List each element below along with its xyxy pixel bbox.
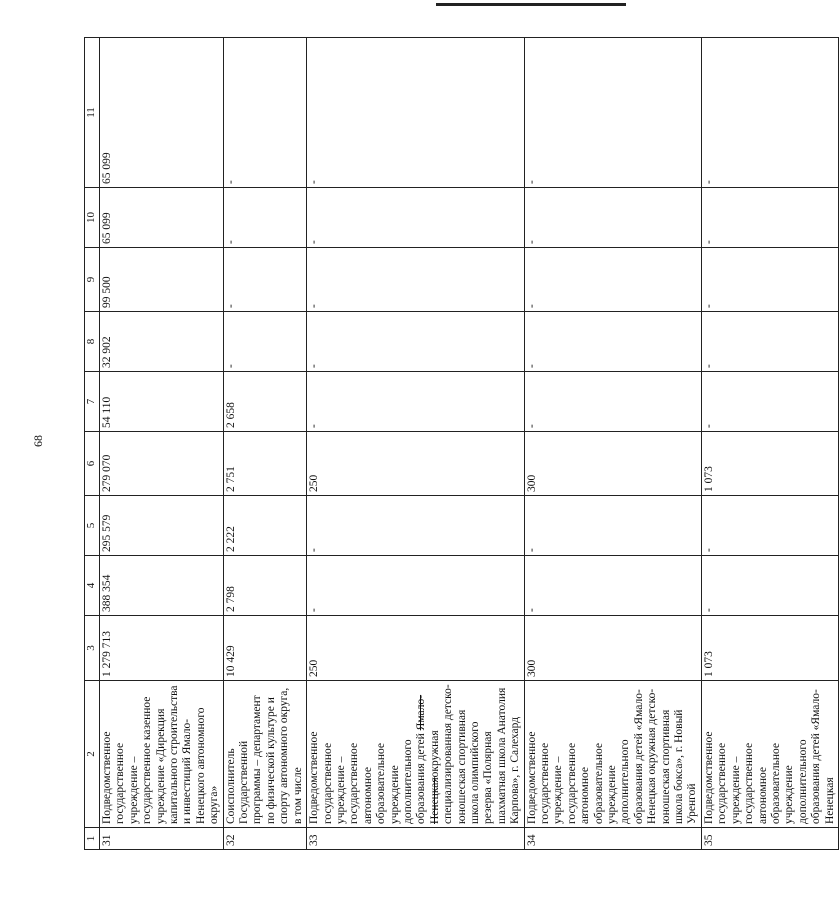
name-cell — [701, 681, 838, 828]
value-cell: - — [701, 556, 838, 616]
value-cell: - — [524, 38, 701, 188]
value-cell: 1 279 713 — [100, 616, 224, 681]
name-text: окружная специализированная детско-юношеская спортивная школа олимпийского резерва «Полярная шахматная школа Анатолия Карпова», г. Салехард — [428, 684, 522, 824]
value-cell: 279 070 — [100, 432, 224, 496]
table-body — [85, 38, 839, 850]
value-cell: 1 073 — [701, 616, 838, 681]
value-cell: 250 — [307, 432, 525, 496]
value-cell: 2 658 — [223, 372, 306, 432]
name-text: Подведомственное государственное учреждение – государственное автономное образовательное учреждение дополнительного образования детей «Ямало-Ненецкая — [702, 689, 836, 824]
value-cell: - — [524, 372, 701, 432]
value-cell: - — [223, 188, 306, 248]
name-cell — [223, 681, 306, 828]
value-cell: - — [701, 496, 838, 556]
table-row — [524, 38, 701, 850]
value-cell: 300 — [524, 616, 701, 681]
value-cell: - — [701, 38, 838, 188]
table-row — [307, 38, 525, 850]
table-row — [223, 38, 306, 850]
value-cell: 2 798 — [223, 556, 306, 616]
value-cell: 10 429 — [223, 616, 306, 681]
value-cell: - — [701, 312, 838, 372]
value-cell: 32 902 — [100, 312, 224, 372]
header-rule — [436, 3, 626, 6]
row-number-cell: 31 — [100, 828, 224, 850]
header-cell: 11 — [85, 38, 100, 188]
header-cell: 5 — [85, 496, 100, 556]
value-cell: 99 500 — [100, 248, 224, 312]
value-cell: 300 — [524, 432, 701, 496]
value-cell: - — [524, 188, 701, 248]
name-cell — [524, 681, 701, 828]
name-cell — [307, 681, 525, 828]
value-cell: - — [307, 188, 525, 248]
value-cell: - — [307, 38, 525, 188]
value-cell: 65 099 — [100, 188, 224, 248]
value-cell: 65 099 — [100, 38, 224, 188]
header-cell: 8 — [85, 312, 100, 372]
row-number-cell: 33 — [307, 828, 525, 850]
value-cell: 2 751 — [223, 432, 306, 496]
header-cell: 4 — [85, 556, 100, 616]
row-number-cell: 32 — [223, 828, 306, 850]
value-cell: - — [701, 188, 838, 248]
value-cell: - — [307, 312, 525, 372]
header-cell: 1 — [85, 828, 100, 850]
value-cell: 250 — [307, 616, 525, 681]
row-number-cell: 34 — [524, 828, 701, 850]
value-cell: - — [307, 496, 525, 556]
header-cell: 3 — [85, 616, 100, 681]
header-cell: 9 — [85, 248, 100, 312]
value-cell: 2 222 — [223, 496, 306, 556]
value-cell: - — [524, 556, 701, 616]
header-row — [85, 38, 100, 850]
table-row — [100, 38, 224, 850]
value-cell: - — [223, 248, 306, 312]
value-cell: - — [524, 248, 701, 312]
header-cell: 7 — [85, 372, 100, 432]
value-cell: - — [524, 312, 701, 372]
value-cell: - — [223, 38, 306, 188]
name-text: Подведомственное государственное учреждение – государственное автономное образовательное учреждение дополнительного образования детей «Ямало-Ненецкая окружная детско-юношеская спортивная школа бокса», г. Новый Уренгой — [525, 688, 699, 824]
value-cell: 1 073 — [701, 432, 838, 496]
value-cell: 54 110 — [100, 372, 224, 432]
header-cell: 10 — [85, 188, 100, 248]
rotated-table-sheet — [84, 38, 836, 850]
name-text: Соисполнитель Государственной программы – департамент по физической культуре и спорту автономного округа, в том числе — [224, 687, 304, 824]
name-cell — [100, 681, 224, 828]
header-cell: 2 — [85, 681, 100, 828]
budget-table — [84, 37, 839, 850]
value-cell: - — [223, 312, 306, 372]
row-number-cell: 35 — [701, 828, 838, 850]
table-row — [701, 38, 838, 850]
value-cell: - — [307, 248, 525, 312]
header-cell: 6 — [85, 432, 100, 496]
name-text: Ямало-Ненецкая — [415, 694, 441, 824]
value-cell: - — [307, 556, 525, 616]
value-cell: - — [701, 372, 838, 432]
value-cell: 388 354 — [100, 556, 224, 616]
page-number: 68 — [31, 435, 45, 447]
name-text: Подведомственное государственное учреждение – государственное автономное образовательное учреждение дополнительного образования детей — [308, 730, 428, 824]
value-cell: - — [307, 372, 525, 432]
name-text: Подведомственное государственное учреждение – государственное казенное учреждение «Дирекция капитального строительства и инвестиций Ямало-Ненецкого автономного округа» — [101, 685, 221, 824]
value-cell: - — [524, 496, 701, 556]
value-cell: - — [701, 248, 838, 312]
value-cell: 295 579 — [100, 496, 224, 556]
